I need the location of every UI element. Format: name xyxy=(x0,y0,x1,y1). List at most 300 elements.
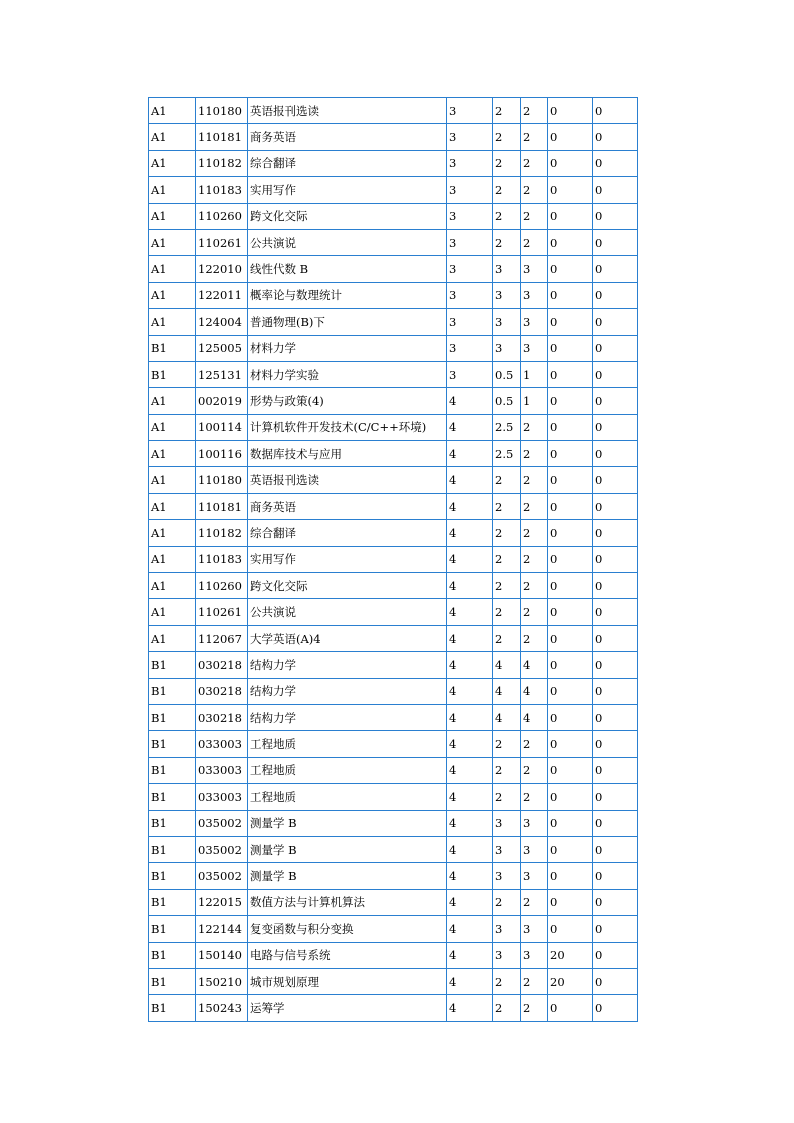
table-row xyxy=(149,229,638,255)
course-code-cell: 110261 xyxy=(196,229,248,255)
extra-hours-cell: 0 xyxy=(593,150,638,176)
weekly-hours-cell: 3 xyxy=(521,282,548,308)
course-name-cell: 实用写作 xyxy=(248,546,447,572)
course-name-cell: 综合翻译 xyxy=(248,150,447,176)
category-cell: A1 xyxy=(149,177,196,203)
category-cell: A1 xyxy=(149,599,196,625)
category-cell: A1 xyxy=(149,309,196,335)
category-cell: A1 xyxy=(149,388,196,414)
extra-hours-cell: 0 xyxy=(593,282,638,308)
weekly-hours-cell: 3 xyxy=(521,836,548,862)
lab-hours-cell: 0 xyxy=(548,573,593,599)
category-cell: B1 xyxy=(149,757,196,783)
table-row xyxy=(149,863,638,889)
table-row xyxy=(149,836,638,862)
course-name-cell: 数值方法与计算机算法 xyxy=(248,889,447,915)
weekly-hours-cell: 1 xyxy=(521,361,548,387)
weekly-hours-cell: 2 xyxy=(521,441,548,467)
course-name-cell: 英语报刊选读 xyxy=(248,467,447,493)
credits-cell: 2.5 xyxy=(493,414,521,440)
course-code-cell: 122011 xyxy=(196,282,248,308)
course-code-cell: 110183 xyxy=(196,546,248,572)
course-name-cell: 英语报刊选读 xyxy=(248,98,447,124)
credits-cell: 2 xyxy=(493,731,521,757)
credits-cell: 2 xyxy=(493,757,521,783)
category-cell: B1 xyxy=(149,361,196,387)
course-table xyxy=(148,97,638,1022)
extra-hours-cell: 0 xyxy=(593,256,638,282)
credits-cell: 2 xyxy=(493,968,521,994)
course-name-cell: 工程地质 xyxy=(248,784,447,810)
weekly-hours-cell: 2 xyxy=(521,784,548,810)
lab-hours-cell: 0 xyxy=(548,150,593,176)
course-name-cell: 商务英语 xyxy=(248,124,447,150)
semester-cell: 3 xyxy=(447,98,493,124)
course-name-cell: 跨文化交际 xyxy=(248,573,447,599)
weekly-hours-cell: 2 xyxy=(521,203,548,229)
credits-cell: 2 xyxy=(493,467,521,493)
lab-hours-cell: 0 xyxy=(548,731,593,757)
course-name-cell: 材料力学 xyxy=(248,335,447,361)
extra-hours-cell: 0 xyxy=(593,98,638,124)
semester-cell: 4 xyxy=(447,784,493,810)
credits-cell: 3 xyxy=(493,942,521,968)
lab-hours-cell: 0 xyxy=(548,652,593,678)
lab-hours-cell: 0 xyxy=(548,625,593,651)
semester-cell: 4 xyxy=(447,942,493,968)
semester-cell: 4 xyxy=(447,916,493,942)
semester-cell: 4 xyxy=(447,573,493,599)
credits-cell: 2 xyxy=(493,229,521,255)
weekly-hours-cell: 2 xyxy=(521,625,548,651)
weekly-hours-cell: 3 xyxy=(521,863,548,889)
course-code-cell: 122015 xyxy=(196,889,248,915)
semester-cell: 4 xyxy=(447,388,493,414)
extra-hours-cell: 0 xyxy=(593,124,638,150)
extra-hours-cell: 0 xyxy=(593,546,638,572)
course-code-cell: 110183 xyxy=(196,177,248,203)
extra-hours-cell: 0 xyxy=(593,229,638,255)
table-row xyxy=(149,546,638,572)
credits-cell: 2 xyxy=(493,995,521,1021)
weekly-hours-cell: 1 xyxy=(521,388,548,414)
weekly-hours-cell: 3 xyxy=(521,810,548,836)
course-name-cell: 测量学 B xyxy=(248,836,447,862)
course-name-cell: 公共演说 xyxy=(248,599,447,625)
course-name-cell: 城市规划原理 xyxy=(248,968,447,994)
lab-hours-cell: 0 xyxy=(548,678,593,704)
credits-cell: 0.5 xyxy=(493,361,521,387)
table-row xyxy=(149,414,638,440)
weekly-hours-cell: 2 xyxy=(521,573,548,599)
credits-cell: 2 xyxy=(493,599,521,625)
category-cell: A1 xyxy=(149,256,196,282)
credits-cell: 2 xyxy=(493,124,521,150)
semester-cell: 4 xyxy=(447,678,493,704)
table-row xyxy=(149,388,638,414)
course-name-cell: 跨文化交际 xyxy=(248,203,447,229)
course-code-cell: 110182 xyxy=(196,520,248,546)
credits-cell: 2 xyxy=(493,150,521,176)
extra-hours-cell: 0 xyxy=(593,889,638,915)
weekly-hours-cell: 2 xyxy=(521,889,548,915)
credits-cell: 0.5 xyxy=(493,388,521,414)
extra-hours-cell: 0 xyxy=(593,916,638,942)
course-code-cell: 122010 xyxy=(196,256,248,282)
table-row xyxy=(149,599,638,625)
lab-hours-cell: 0 xyxy=(548,282,593,308)
table-row xyxy=(149,124,638,150)
course-name-cell: 商务英语 xyxy=(248,493,447,519)
semester-cell: 4 xyxy=(447,546,493,572)
course-code-cell: 110180 xyxy=(196,98,248,124)
weekly-hours-cell: 2 xyxy=(521,177,548,203)
semester-cell: 4 xyxy=(447,493,493,519)
lab-hours-cell: 0 xyxy=(548,836,593,862)
table-row xyxy=(149,309,638,335)
course-name-cell: 复变函数与积分变换 xyxy=(248,916,447,942)
course-name-cell: 结构力学 xyxy=(248,652,447,678)
table-row xyxy=(149,810,638,836)
semester-cell: 4 xyxy=(447,836,493,862)
semester-cell: 4 xyxy=(447,757,493,783)
category-cell: B1 xyxy=(149,995,196,1021)
course-name-cell: 测量学 B xyxy=(248,810,447,836)
lab-hours-cell: 0 xyxy=(548,98,593,124)
extra-hours-cell: 0 xyxy=(593,203,638,229)
credits-cell: 2.5 xyxy=(493,441,521,467)
lab-hours-cell: 20 xyxy=(548,942,593,968)
course-code-cell: 110260 xyxy=(196,573,248,599)
extra-hours-cell: 0 xyxy=(593,863,638,889)
table-row xyxy=(149,282,638,308)
table-row xyxy=(149,731,638,757)
lab-hours-cell: 0 xyxy=(548,546,593,572)
extra-hours-cell: 0 xyxy=(593,520,638,546)
table-row xyxy=(149,520,638,546)
semester-cell: 3 xyxy=(447,229,493,255)
category-cell: B1 xyxy=(149,889,196,915)
extra-hours-cell: 0 xyxy=(593,467,638,493)
table-row xyxy=(149,704,638,730)
category-cell: A1 xyxy=(149,98,196,124)
course-code-cell: 100114 xyxy=(196,414,248,440)
credits-cell: 2 xyxy=(493,520,521,546)
category-cell: A1 xyxy=(149,441,196,467)
extra-hours-cell: 0 xyxy=(593,678,638,704)
extra-hours-cell: 0 xyxy=(593,441,638,467)
category-cell: A1 xyxy=(149,467,196,493)
weekly-hours-cell: 3 xyxy=(521,942,548,968)
course-name-cell: 数据库技术与应用 xyxy=(248,441,447,467)
weekly-hours-cell: 2 xyxy=(521,546,548,572)
lab-hours-cell: 0 xyxy=(548,810,593,836)
semester-cell: 4 xyxy=(447,520,493,546)
lab-hours-cell: 0 xyxy=(548,704,593,730)
extra-hours-cell: 0 xyxy=(593,573,638,599)
lab-hours-cell: 0 xyxy=(548,256,593,282)
course-name-cell: 形势与政策(4) xyxy=(248,388,447,414)
category-cell: A1 xyxy=(149,520,196,546)
extra-hours-cell: 0 xyxy=(593,625,638,651)
weekly-hours-cell: 3 xyxy=(521,916,548,942)
semester-cell: 4 xyxy=(447,599,493,625)
course-code-cell: 110181 xyxy=(196,124,248,150)
credits-cell: 3 xyxy=(493,836,521,862)
semester-cell: 4 xyxy=(447,863,493,889)
lab-hours-cell: 0 xyxy=(548,414,593,440)
course-code-cell: 035002 xyxy=(196,810,248,836)
weekly-hours-cell: 2 xyxy=(521,731,548,757)
course-name-cell: 大学英语(A)4 xyxy=(248,625,447,651)
semester-cell: 4 xyxy=(447,704,493,730)
extra-hours-cell: 0 xyxy=(593,968,638,994)
weekly-hours-cell: 2 xyxy=(521,995,548,1021)
lab-hours-cell: 0 xyxy=(548,493,593,519)
course-code-cell: 150140 xyxy=(196,942,248,968)
weekly-hours-cell: 4 xyxy=(521,704,548,730)
course-name-cell: 材料力学实验 xyxy=(248,361,447,387)
course-name-cell: 测量学 B xyxy=(248,863,447,889)
table-row xyxy=(149,203,638,229)
credits-cell: 3 xyxy=(493,256,521,282)
weekly-hours-cell: 2 xyxy=(521,520,548,546)
credits-cell: 4 xyxy=(493,678,521,704)
course-code-cell: 033003 xyxy=(196,757,248,783)
lab-hours-cell: 0 xyxy=(548,916,593,942)
category-cell: B1 xyxy=(149,784,196,810)
semester-cell: 4 xyxy=(447,414,493,440)
course-code-cell: 122144 xyxy=(196,916,248,942)
course-code-cell: 112067 xyxy=(196,625,248,651)
credits-cell: 3 xyxy=(493,810,521,836)
category-cell: B1 xyxy=(149,731,196,757)
semester-cell: 3 xyxy=(447,203,493,229)
lab-hours-cell: 0 xyxy=(548,599,593,625)
table-row xyxy=(149,968,638,994)
table-row xyxy=(149,98,638,124)
extra-hours-cell: 0 xyxy=(593,388,638,414)
table-row xyxy=(149,784,638,810)
semester-cell: 4 xyxy=(447,889,493,915)
weekly-hours-cell: 4 xyxy=(521,678,548,704)
credits-cell: 2 xyxy=(493,546,521,572)
lab-hours-cell: 0 xyxy=(548,309,593,335)
extra-hours-cell: 0 xyxy=(593,810,638,836)
course-code-cell: 150210 xyxy=(196,968,248,994)
credits-cell: 2 xyxy=(493,889,521,915)
extra-hours-cell: 0 xyxy=(593,414,638,440)
extra-hours-cell: 0 xyxy=(593,361,638,387)
category-cell: B1 xyxy=(149,678,196,704)
course-name-cell: 工程地质 xyxy=(248,731,447,757)
table-row xyxy=(149,916,638,942)
credits-cell: 3 xyxy=(493,863,521,889)
course-name-cell: 综合翻译 xyxy=(248,520,447,546)
credits-cell: 2 xyxy=(493,203,521,229)
credits-cell: 3 xyxy=(493,335,521,361)
lab-hours-cell: 0 xyxy=(548,361,593,387)
weekly-hours-cell: 2 xyxy=(521,599,548,625)
credits-cell: 3 xyxy=(493,916,521,942)
table-row xyxy=(149,150,638,176)
semester-cell: 3 xyxy=(447,309,493,335)
course-name-cell: 运筹学 xyxy=(248,995,447,1021)
semester-cell: 4 xyxy=(447,995,493,1021)
category-cell: A1 xyxy=(149,546,196,572)
lab-hours-cell: 0 xyxy=(548,177,593,203)
course-name-cell: 概率论与数理统计 xyxy=(248,282,447,308)
category-cell: B1 xyxy=(149,335,196,361)
credits-cell: 2 xyxy=(493,573,521,599)
credits-cell: 2 xyxy=(493,177,521,203)
weekly-hours-cell: 2 xyxy=(521,757,548,783)
extra-hours-cell: 0 xyxy=(593,704,638,730)
credits-cell: 2 xyxy=(493,493,521,519)
category-cell: A1 xyxy=(149,124,196,150)
course-code-cell: 125131 xyxy=(196,361,248,387)
extra-hours-cell: 0 xyxy=(593,309,638,335)
category-cell: A1 xyxy=(149,573,196,599)
semester-cell: 3 xyxy=(447,282,493,308)
semester-cell: 3 xyxy=(447,256,493,282)
credits-cell: 2 xyxy=(493,625,521,651)
course-code-cell: 030218 xyxy=(196,704,248,730)
course-code-cell: 033003 xyxy=(196,731,248,757)
course-code-cell: 110182 xyxy=(196,150,248,176)
table-row xyxy=(149,942,638,968)
category-cell: A1 xyxy=(149,282,196,308)
course-code-cell: 110180 xyxy=(196,467,248,493)
lab-hours-cell: 0 xyxy=(548,520,593,546)
extra-hours-cell: 0 xyxy=(593,942,638,968)
category-cell: B1 xyxy=(149,704,196,730)
category-cell: B1 xyxy=(149,836,196,862)
lab-hours-cell: 0 xyxy=(548,441,593,467)
extra-hours-cell: 0 xyxy=(593,335,638,361)
credits-cell: 4 xyxy=(493,704,521,730)
course-name-cell: 计算机软件开发技术(C/C++环境) xyxy=(248,414,447,440)
category-cell: A1 xyxy=(149,203,196,229)
lab-hours-cell: 0 xyxy=(548,229,593,255)
extra-hours-cell: 0 xyxy=(593,177,638,203)
course-code-cell: 124004 xyxy=(196,309,248,335)
semester-cell: 4 xyxy=(447,441,493,467)
semester-cell: 4 xyxy=(447,652,493,678)
category-cell: B1 xyxy=(149,942,196,968)
credits-cell: 2 xyxy=(493,784,521,810)
course-name-cell: 线性代数 B xyxy=(248,256,447,282)
semester-cell: 4 xyxy=(447,467,493,493)
table-row xyxy=(149,757,638,783)
course-name-cell: 电路与信号系统 xyxy=(248,942,447,968)
weekly-hours-cell: 2 xyxy=(521,493,548,519)
weekly-hours-cell: 3 xyxy=(521,256,548,282)
course-code-cell: 035002 xyxy=(196,863,248,889)
category-cell: B1 xyxy=(149,916,196,942)
course-code-cell: 002019 xyxy=(196,388,248,414)
weekly-hours-cell: 2 xyxy=(521,467,548,493)
course-name-cell: 普通物理(B)下 xyxy=(248,309,447,335)
course-code-cell: 033003 xyxy=(196,784,248,810)
category-cell: A1 xyxy=(149,150,196,176)
extra-hours-cell: 0 xyxy=(593,836,638,862)
course-code-cell: 100116 xyxy=(196,441,248,467)
course-code-cell: 125005 xyxy=(196,335,248,361)
extra-hours-cell: 0 xyxy=(593,731,638,757)
table-row xyxy=(149,177,638,203)
semester-cell: 3 xyxy=(447,124,493,150)
lab-hours-cell: 0 xyxy=(548,995,593,1021)
table-row xyxy=(149,995,638,1021)
semester-cell: 4 xyxy=(447,731,493,757)
course-name-cell: 公共演说 xyxy=(248,229,447,255)
table-row xyxy=(149,625,638,651)
course-name-cell: 结构力学 xyxy=(248,704,447,730)
table-row xyxy=(149,467,638,493)
semester-cell: 4 xyxy=(447,968,493,994)
lab-hours-cell: 0 xyxy=(548,335,593,361)
credits-cell: 2 xyxy=(493,98,521,124)
semester-cell: 3 xyxy=(447,335,493,361)
weekly-hours-cell: 3 xyxy=(521,335,548,361)
course-code-cell: 110181 xyxy=(196,493,248,519)
credits-cell: 3 xyxy=(493,282,521,308)
weekly-hours-cell: 2 xyxy=(521,124,548,150)
category-cell: B1 xyxy=(149,652,196,678)
weekly-hours-cell: 2 xyxy=(521,414,548,440)
semester-cell: 3 xyxy=(447,177,493,203)
category-cell: B1 xyxy=(149,968,196,994)
weekly-hours-cell: 2 xyxy=(521,229,548,255)
lab-hours-cell: 0 xyxy=(548,203,593,229)
extra-hours-cell: 0 xyxy=(593,995,638,1021)
weekly-hours-cell: 2 xyxy=(521,968,548,994)
category-cell: B1 xyxy=(149,810,196,836)
weekly-hours-cell: 2 xyxy=(521,98,548,124)
weekly-hours-cell: 2 xyxy=(521,150,548,176)
course-name-cell: 实用写作 xyxy=(248,177,447,203)
extra-hours-cell: 0 xyxy=(593,757,638,783)
extra-hours-cell: 0 xyxy=(593,784,638,810)
category-cell: A1 xyxy=(149,414,196,440)
lab-hours-cell: 0 xyxy=(548,784,593,810)
table-row xyxy=(149,652,638,678)
lab-hours-cell: 0 xyxy=(548,863,593,889)
course-code-cell: 150243 xyxy=(196,995,248,1021)
table-row xyxy=(149,335,638,361)
table-row xyxy=(149,573,638,599)
semester-cell: 3 xyxy=(447,150,493,176)
course-code-cell: 110261 xyxy=(196,599,248,625)
table-row xyxy=(149,678,638,704)
lab-hours-cell: 0 xyxy=(548,889,593,915)
course-code-cell: 035002 xyxy=(196,836,248,862)
lab-hours-cell: 0 xyxy=(548,388,593,414)
extra-hours-cell: 0 xyxy=(593,493,638,519)
category-cell: A1 xyxy=(149,229,196,255)
semester-cell: 3 xyxy=(447,361,493,387)
credits-cell: 4 xyxy=(493,652,521,678)
course-code-cell: 030218 xyxy=(196,652,248,678)
extra-hours-cell: 0 xyxy=(593,599,638,625)
lab-hours-cell: 0 xyxy=(548,467,593,493)
course-code-cell: 110260 xyxy=(196,203,248,229)
course-name-cell: 工程地质 xyxy=(248,757,447,783)
table-row xyxy=(149,441,638,467)
semester-cell: 4 xyxy=(447,625,493,651)
category-cell: B1 xyxy=(149,863,196,889)
